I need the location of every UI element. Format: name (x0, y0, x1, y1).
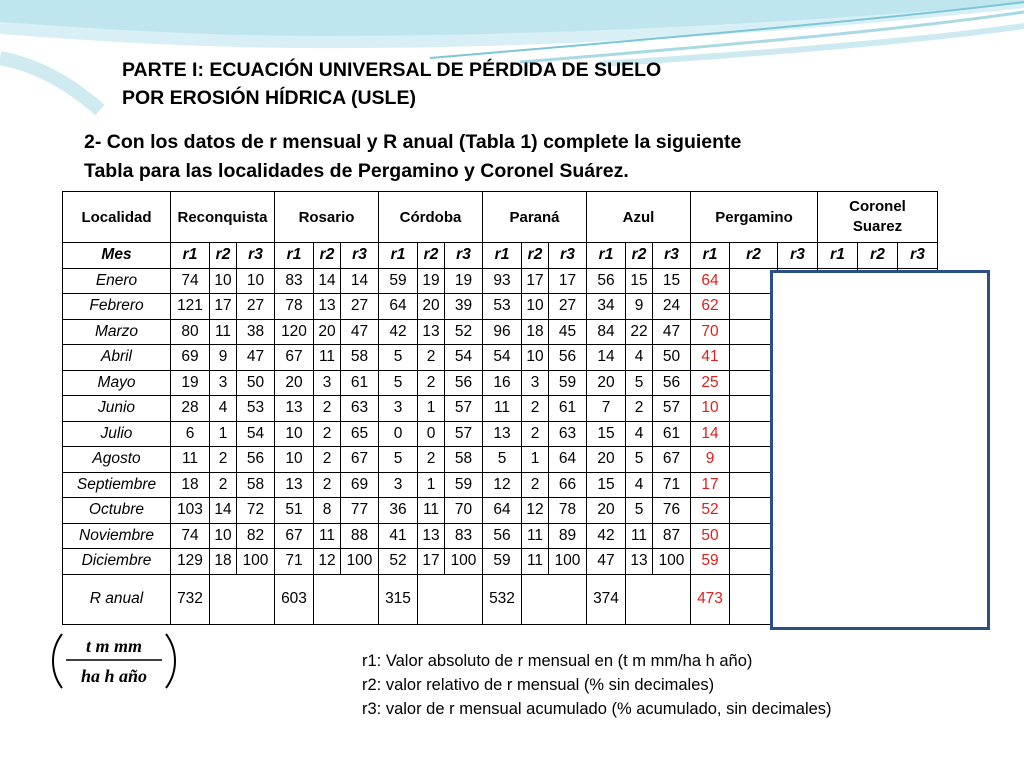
value-cell: 15 (653, 268, 691, 294)
value-cell: 11 (210, 319, 237, 345)
r-col-header: r3 (778, 243, 818, 269)
value-cell: 15 (587, 472, 626, 498)
value-cell: 67 (653, 447, 691, 473)
value-cell: 57 (653, 396, 691, 422)
value-cell: 64 (379, 294, 418, 320)
value-cell: 12 (522, 498, 549, 524)
value-cell: 5 (626, 447, 653, 473)
value-cell: 41 (379, 523, 418, 549)
value-cell: 13 (314, 294, 341, 320)
value-cell: 20 (418, 294, 445, 320)
r-col-header: r2 (858, 243, 898, 269)
value-cell: 39 (445, 294, 483, 320)
month-cell: Septiembre (63, 472, 171, 498)
value-cell: 100 (653, 549, 691, 575)
value-cell: 2 (210, 472, 237, 498)
value-cell: 50 (237, 370, 275, 396)
pergamino-r1-cell: 50 (691, 523, 730, 549)
value-cell: 74 (171, 523, 210, 549)
right-paren (166, 634, 175, 688)
value-cell: 4 (210, 396, 237, 422)
r-col-header: r1 (379, 243, 418, 269)
value-cell: 59 (445, 472, 483, 498)
value-cell: 54 (445, 345, 483, 371)
value-cell: 58 (237, 472, 275, 498)
units-fraction (52, 628, 178, 694)
value-cell: 14 (314, 268, 341, 294)
value-cell: 20 (587, 370, 626, 396)
value-cell: 3 (210, 370, 237, 396)
coronel-line-2: Suarez (852, 218, 903, 235)
value-cell: 11 (171, 447, 210, 473)
value-cell: 24 (653, 294, 691, 320)
value-cell: 34 (587, 294, 626, 320)
value-cell: 83 (445, 523, 483, 549)
r-col-header: r3 (341, 243, 379, 269)
month-cell: Febrero (63, 294, 171, 320)
value-cell: 45 (549, 319, 587, 345)
value-cell: 100 (341, 549, 379, 575)
value-cell: 52 (379, 549, 418, 575)
value-cell: 67 (275, 523, 314, 549)
value-cell: 84 (587, 319, 626, 345)
value-cell: 57 (445, 421, 483, 447)
r-col-header: r1 (587, 243, 626, 269)
month-cell: Junio (63, 396, 171, 422)
legend-line-r1: r1: Valor absoluto de r mensual en (t m mm/ha h año) (362, 652, 753, 670)
value-cell: 64 (549, 447, 587, 473)
r-col-header: r3 (549, 243, 587, 269)
empty-cell (549, 574, 587, 624)
empty-cell (522, 574, 549, 624)
value-cell: 87 (653, 523, 691, 549)
value-cell: 54 (483, 345, 522, 371)
empty-cell (210, 574, 237, 624)
value-cell: 12 (483, 472, 522, 498)
value-cell: 10 (275, 421, 314, 447)
value-cell: 56 (653, 370, 691, 396)
value-cell: 56 (445, 370, 483, 396)
value-cell: 2 (314, 421, 341, 447)
value-cell: 51 (275, 498, 314, 524)
value-cell: 12 (314, 549, 341, 575)
month-cell: Julio (63, 421, 171, 447)
value-cell: 5 (626, 370, 653, 396)
value-cell: 69 (341, 472, 379, 498)
value-cell: 17 (522, 268, 549, 294)
value-cell: 58 (445, 447, 483, 473)
value-cell: 4 (626, 345, 653, 371)
pergamino-r1-cell: 10 (691, 396, 730, 422)
r-anual-label: R anual (63, 574, 171, 624)
empty-cell (445, 574, 483, 624)
value-cell: 71 (275, 549, 314, 575)
value-cell: 10 (522, 345, 549, 371)
value-cell: 5 (379, 447, 418, 473)
localidad-header: Localidad (63, 192, 171, 243)
value-cell: 67 (275, 345, 314, 371)
units-numerator: t m mm (85, 636, 143, 656)
r-col-header: r2 (730, 243, 778, 269)
r-col-header: r2 (314, 243, 341, 269)
coronel-line-1: Coronel (849, 198, 906, 215)
month-cell: Noviembre (63, 523, 171, 549)
value-cell: 5 (626, 498, 653, 524)
value-cell: 7 (587, 396, 626, 422)
value-cell: 129 (171, 549, 210, 575)
answer-cover-box (770, 270, 990, 630)
value-cell: 5 (379, 345, 418, 371)
value-cell: 63 (549, 421, 587, 447)
value-cell: 4 (626, 472, 653, 498)
r-col-header: r2 (210, 243, 237, 269)
value-cell: 36 (379, 498, 418, 524)
value-cell: 121 (171, 294, 210, 320)
month-cell: Enero (63, 268, 171, 294)
empty-cell (626, 574, 653, 624)
value-cell: 1 (522, 447, 549, 473)
pergamino-r1-cell: 41 (691, 345, 730, 371)
value-cell: 20 (587, 447, 626, 473)
value-cell: 96 (483, 319, 522, 345)
value-cell: 71 (653, 472, 691, 498)
value-cell: 0 (418, 421, 445, 447)
month-cell: Agosto (63, 447, 171, 473)
value-cell: 6 (171, 421, 210, 447)
value-cell: 100 (445, 549, 483, 575)
r-col-header: r1 (483, 243, 522, 269)
value-cell: 15 (587, 421, 626, 447)
value-cell: 22 (626, 319, 653, 345)
r-col-header: r1 (171, 243, 210, 269)
value-cell: 1 (210, 421, 237, 447)
value-cell: 2 (314, 447, 341, 473)
value-cell: 10 (522, 294, 549, 320)
value-cell: 27 (237, 294, 275, 320)
value-cell: 78 (275, 294, 314, 320)
value-cell: 19 (418, 268, 445, 294)
empty-cell (418, 574, 445, 624)
value-cell: 14 (341, 268, 379, 294)
value-cell: 10 (237, 268, 275, 294)
pergamino-r1-cell: 14 (691, 421, 730, 447)
value-cell: 2 (522, 472, 549, 498)
instruction-text (84, 128, 864, 186)
value-cell: 53 (237, 396, 275, 422)
value-cell: 59 (379, 268, 418, 294)
r-col-header: r3 (653, 243, 691, 269)
value-cell: 11 (626, 523, 653, 549)
value-cell: 2 (522, 396, 549, 422)
value-cell: 53 (483, 294, 522, 320)
value-cell: 59 (549, 370, 587, 396)
month-cell: Mayo (63, 370, 171, 396)
value-cell: 103 (171, 498, 210, 524)
value-cell: 56 (483, 523, 522, 549)
value-cell: 11 (483, 396, 522, 422)
value-cell: 11 (522, 549, 549, 575)
legend-line-r3: r3: valor de r mensual acumulado (% acumulado, sin decimales) (362, 700, 832, 718)
value-cell: 27 (549, 294, 587, 320)
value-cell: 4 (626, 421, 653, 447)
value-cell: 1 (418, 396, 445, 422)
value-cell: 0 (379, 421, 418, 447)
value-cell: 15 (626, 268, 653, 294)
value-cell: 10 (210, 523, 237, 549)
pergamino-r1-cell: 64 (691, 268, 730, 294)
month-cell: Marzo (63, 319, 171, 345)
value-cell: 11 (522, 523, 549, 549)
value-cell: 20 (587, 498, 626, 524)
r-col-header: r1 (275, 243, 314, 269)
pergamino-r1-cell: 52 (691, 498, 730, 524)
value-cell: 17 (418, 549, 445, 575)
value-cell: 19 (171, 370, 210, 396)
value-cell: 9 (210, 345, 237, 371)
value-cell: 42 (379, 319, 418, 345)
month-cell: Abril (63, 345, 171, 371)
value-cell: 8 (314, 498, 341, 524)
value-cell: 27 (341, 294, 379, 320)
value-cell: 61 (549, 396, 587, 422)
value-cell: 13 (626, 549, 653, 575)
value-cell: 18 (210, 549, 237, 575)
empty-cell (237, 574, 275, 624)
value-cell: 56 (549, 345, 587, 371)
r-col-header: r2 (418, 243, 445, 269)
value-cell: 52 (445, 319, 483, 345)
value-cell: 19 (445, 268, 483, 294)
value-cell: 76 (653, 498, 691, 524)
value-cell: 2 (418, 447, 445, 473)
instruction-line-2: Tabla para las localidades de Pergamino y Coronel Suárez. (84, 160, 629, 182)
value-cell: 5 (483, 447, 522, 473)
r-anual-value: 732 (171, 574, 210, 624)
value-cell: 2 (314, 396, 341, 422)
value-cell: 16 (483, 370, 522, 396)
locality-header: Pergamino (691, 192, 818, 243)
value-cell: 2 (314, 472, 341, 498)
title-line-1: PARTE I: ECUACIÓN UNIVERSAL DE PÉRDIDA DE SUELO (122, 59, 662, 81)
value-cell: 50 (653, 345, 691, 371)
slide-title (122, 56, 661, 112)
r-col-header: r3 (898, 243, 938, 269)
value-cell: 38 (237, 319, 275, 345)
locality-header: Azul (587, 192, 691, 243)
value-cell: 13 (418, 319, 445, 345)
value-cell: 64 (483, 498, 522, 524)
locality-header-coronel (818, 192, 938, 243)
value-cell: 1 (418, 472, 445, 498)
value-cell: 82 (237, 523, 275, 549)
value-cell: 77 (341, 498, 379, 524)
value-cell: 89 (549, 523, 587, 549)
value-cell: 54 (237, 421, 275, 447)
value-cell: 18 (171, 472, 210, 498)
value-cell: 67 (341, 447, 379, 473)
r-anual-value: 374 (587, 574, 626, 624)
value-cell: 11 (418, 498, 445, 524)
empty-cell (653, 574, 691, 624)
r-anual-value: 315 (379, 574, 418, 624)
locality-header: Córdoba (379, 192, 483, 243)
value-cell: 58 (341, 345, 379, 371)
locality-header: Rosario (275, 192, 379, 243)
legend (362, 649, 832, 721)
title-line-2: POR EROSIÓN HÍDRICA (USLE) (122, 87, 416, 109)
value-cell: 42 (587, 523, 626, 549)
r-anual-value: 532 (483, 574, 522, 624)
r-col-header: r3 (445, 243, 483, 269)
value-cell: 10 (275, 447, 314, 473)
value-cell: 65 (341, 421, 379, 447)
pergamino-r1-cell: 25 (691, 370, 730, 396)
instruction-line-1: 2- Con los datos de r mensual y R anual (Tabla 1) complete la siguiente (84, 131, 742, 153)
value-cell: 10 (210, 268, 237, 294)
locality-header: Paraná (483, 192, 587, 243)
value-cell: 100 (549, 549, 587, 575)
legend-line-r2: r2: valor relativo de r mensual (% sin decimales) (362, 676, 715, 694)
value-cell: 47 (237, 345, 275, 371)
pergamino-r1-cell: 70 (691, 319, 730, 345)
r-col-header: r1 (818, 243, 858, 269)
value-cell: 3 (379, 472, 418, 498)
units-denominator: ha h año (80, 666, 148, 686)
value-cell: 57 (445, 396, 483, 422)
value-cell: 5 (379, 370, 418, 396)
value-cell: 11 (314, 345, 341, 371)
month-cell: Diciembre (63, 549, 171, 575)
empty-cell (341, 574, 379, 624)
value-cell: 47 (341, 319, 379, 345)
value-cell: 74 (171, 268, 210, 294)
locality-header: Reconquista (171, 192, 275, 243)
value-cell: 61 (341, 370, 379, 396)
value-cell: 47 (587, 549, 626, 575)
value-cell: 63 (341, 396, 379, 422)
r-col-header: r2 (522, 243, 549, 269)
value-cell: 3 (379, 396, 418, 422)
value-cell: 78 (549, 498, 587, 524)
table-header-row (63, 192, 938, 243)
value-cell: 59 (483, 549, 522, 575)
value-cell: 100 (237, 549, 275, 575)
value-cell: 83 (275, 268, 314, 294)
value-cell: 66 (549, 472, 587, 498)
pergamino-r1-cell: 62 (691, 294, 730, 320)
value-cell: 9 (626, 294, 653, 320)
value-cell: 69 (171, 345, 210, 371)
value-cell: 3 (522, 370, 549, 396)
value-cell: 17 (549, 268, 587, 294)
pergamino-r-anual: 473 (691, 574, 730, 624)
value-cell: 70 (445, 498, 483, 524)
left-paren (53, 634, 62, 688)
value-cell: 28 (171, 396, 210, 422)
value-cell: 13 (275, 472, 314, 498)
subheader-row (63, 243, 938, 269)
value-cell: 47 (653, 319, 691, 345)
value-cell: 72 (237, 498, 275, 524)
value-cell: 2 (626, 396, 653, 422)
value-cell: 120 (275, 319, 314, 345)
value-cell: 56 (587, 268, 626, 294)
r-col-header: r3 (237, 243, 275, 269)
value-cell: 80 (171, 319, 210, 345)
value-cell: 13 (275, 396, 314, 422)
value-cell: 56 (237, 447, 275, 473)
value-cell: 13 (483, 421, 522, 447)
value-cell: 13 (418, 523, 445, 549)
value-cell: 2 (210, 447, 237, 473)
value-cell: 20 (275, 370, 314, 396)
value-cell: 20 (314, 319, 341, 345)
value-cell: 88 (341, 523, 379, 549)
month-cell: Octubre (63, 498, 171, 524)
value-cell: 2 (522, 421, 549, 447)
value-cell: 14 (587, 345, 626, 371)
r-anual-value: 603 (275, 574, 314, 624)
value-cell: 2 (418, 345, 445, 371)
mes-header: Mes (63, 243, 171, 269)
value-cell: 61 (653, 421, 691, 447)
value-cell: 3 (314, 370, 341, 396)
r-col-header: r1 (691, 243, 730, 269)
value-cell: 14 (210, 498, 237, 524)
value-cell: 17 (210, 294, 237, 320)
value-cell: 18 (522, 319, 549, 345)
pergamino-r1-cell: 9 (691, 447, 730, 473)
value-cell: 93 (483, 268, 522, 294)
value-cell: 2 (418, 370, 445, 396)
empty-cell (314, 574, 341, 624)
r-col-header: r2 (626, 243, 653, 269)
pergamino-r1-cell: 17 (691, 472, 730, 498)
pergamino-r1-cell: 59 (691, 549, 730, 575)
value-cell: 11 (314, 523, 341, 549)
